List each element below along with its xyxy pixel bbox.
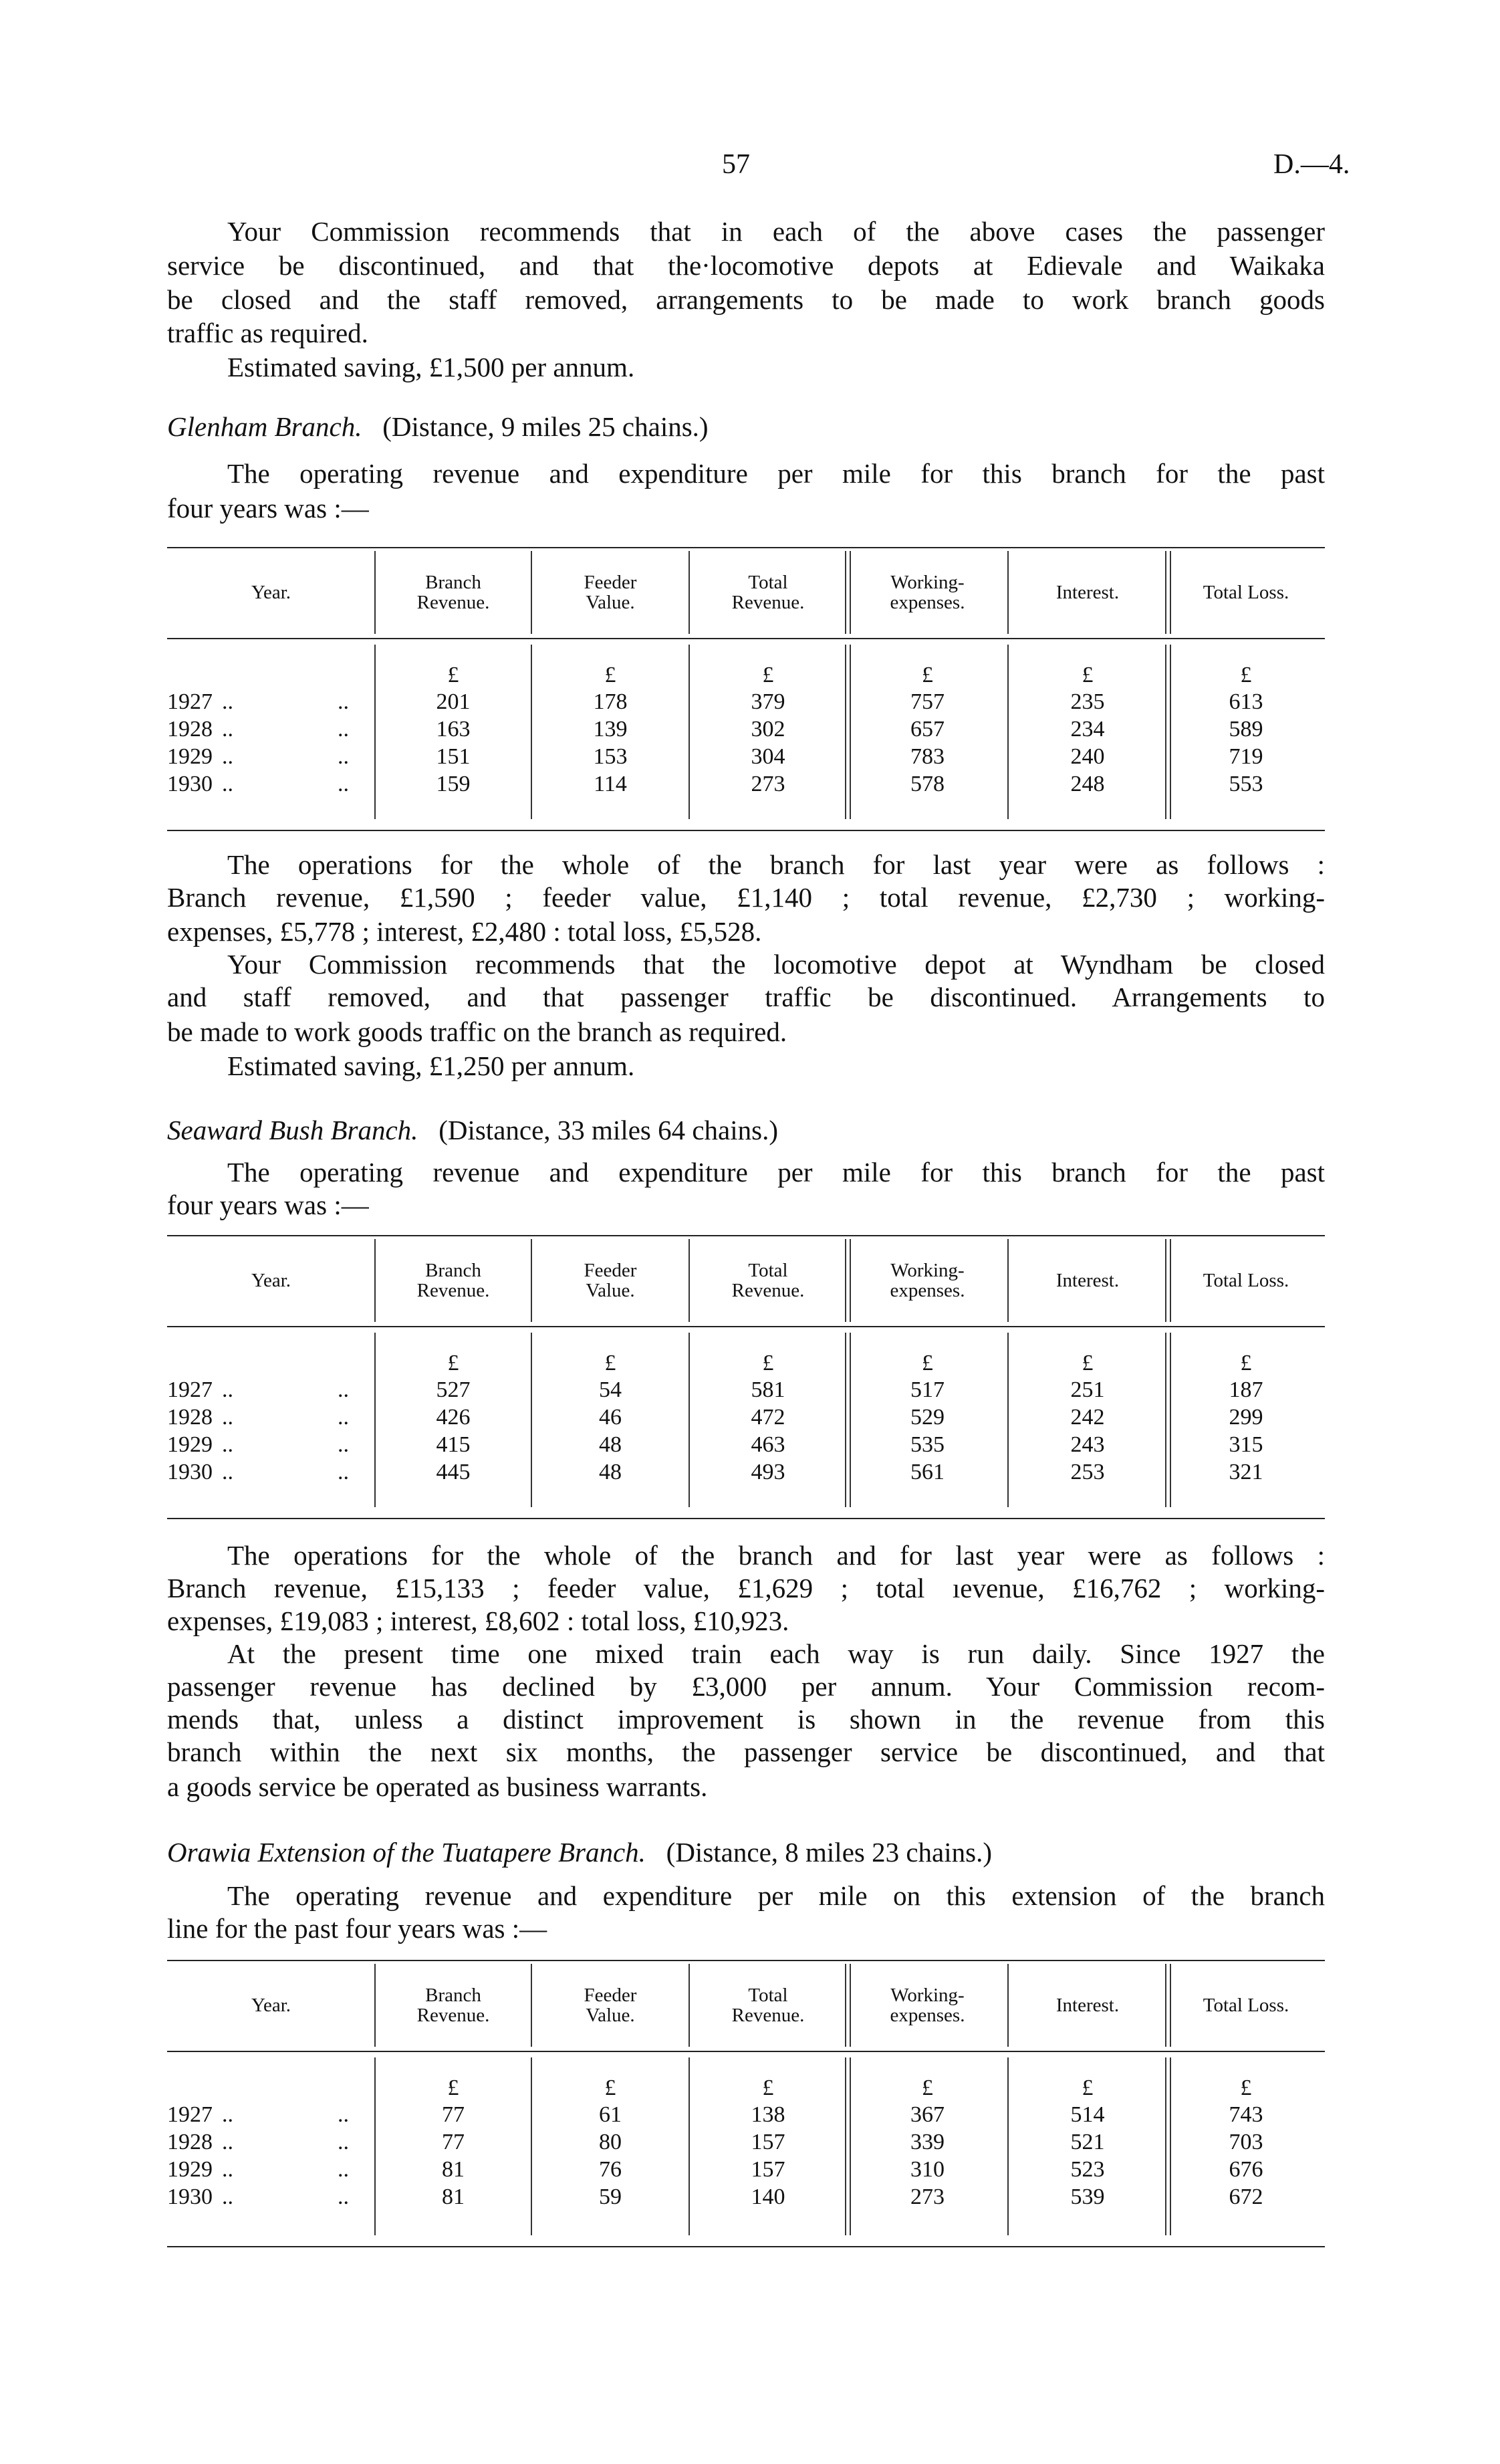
header-label-line: Working- bbox=[890, 1260, 965, 1281]
header-label-line: Working- bbox=[890, 572, 965, 593]
table-cell-working-expenses: 561 bbox=[910, 1460, 945, 1484]
intro-line: be closed and the staff removed, arrangements to be made to work branch goods bbox=[167, 284, 1325, 315]
column-header-interest: Interest. bbox=[1055, 582, 1120, 603]
section-intro-line: line for the past four years was :— bbox=[167, 1913, 547, 1944]
table-header-rule bbox=[167, 638, 1325, 639]
revenue-table-seaward-bush bbox=[167, 1235, 1325, 1519]
leader-dots: .. bbox=[338, 744, 349, 769]
table-row-year bbox=[167, 2129, 368, 2156]
table-row-year bbox=[167, 1404, 368, 1431]
header-label bbox=[417, 1985, 490, 2025]
leader-dots: .. bbox=[222, 772, 233, 796]
section-name: Seaward Bush Branch. bbox=[167, 1115, 418, 1145]
currency-symbol: £ bbox=[604, 663, 616, 687]
header-label-line: Feeder bbox=[584, 572, 637, 593]
page-number: 57 bbox=[722, 149, 750, 180]
leader-dots: .. bbox=[338, 717, 349, 742]
table-cell-working-expenses: 367 bbox=[910, 2102, 945, 2127]
table-cell-total-loss: 589 bbox=[1229, 717, 1263, 742]
table-cell-branch-revenue: 81 bbox=[442, 2157, 465, 2182]
leader-dots: .. bbox=[338, 1377, 349, 1402]
table-cell-total-loss: 187 bbox=[1229, 1377, 1263, 1402]
table-row-year bbox=[167, 689, 368, 715]
table-row-year bbox=[167, 2102, 368, 2128]
leader-dots: .. bbox=[338, 1405, 349, 1430]
table-cell-branch-revenue: 151 bbox=[436, 744, 471, 769]
table-row-year bbox=[167, 744, 368, 770]
currency-symbol: £ bbox=[762, 1351, 774, 1375]
column-header-working-expenses bbox=[847, 547, 1008, 638]
year-value: 1928 bbox=[167, 2130, 213, 2154]
table-cell-interest: 514 bbox=[1070, 2102, 1105, 2127]
header-label bbox=[584, 572, 637, 612]
header-label-line: Value. bbox=[586, 1280, 635, 1301]
table-header-rule bbox=[167, 2051, 1325, 2052]
leader-dots: .. bbox=[222, 689, 233, 714]
table-cell-working-expenses: 273 bbox=[910, 2185, 945, 2209]
table-cell-interest: 248 bbox=[1070, 772, 1105, 796]
table-cell-total-loss: 676 bbox=[1229, 2157, 1263, 2182]
table-cell-interest: 253 bbox=[1070, 1460, 1105, 1484]
table-cell-total-loss: 321 bbox=[1229, 1460, 1263, 1484]
column-header-year: Year. bbox=[251, 1995, 291, 2016]
header-label bbox=[584, 1260, 637, 1301]
currency-symbol: £ bbox=[1082, 663, 1094, 687]
table-cell-branch-revenue: 201 bbox=[436, 689, 471, 714]
section-name: Glenham Branch. bbox=[167, 411, 362, 442]
table-cell-total-revenue: 302 bbox=[751, 717, 785, 742]
table-cell-feeder-value: 61 bbox=[599, 2102, 622, 2127]
revenue-table-orawia bbox=[167, 1960, 1325, 2247]
section-intro-line: The operating revenue and expenditure per mile for this branch for the past bbox=[227, 1157, 1325, 1188]
column-header-feeder-value bbox=[531, 547, 689, 638]
table-row-year bbox=[167, 2184, 368, 2211]
currency-symbol: £ bbox=[762, 663, 774, 687]
column-header-total-revenue bbox=[689, 1235, 847, 1326]
table-cell-total-revenue: 463 bbox=[751, 1432, 785, 1457]
leader-dots: .. bbox=[222, 744, 233, 769]
header-label-line: Feeder bbox=[584, 1985, 637, 2006]
table-cell-total-revenue: 304 bbox=[751, 744, 785, 769]
column-header-working-expenses bbox=[847, 1235, 1008, 1326]
table-cell-interest: 243 bbox=[1070, 1432, 1105, 1457]
table-cell-total-revenue: 379 bbox=[751, 689, 785, 714]
leader-dots: .. bbox=[222, 2130, 233, 2154]
header-label-line: Revenue. bbox=[416, 1280, 490, 1301]
column-header-total-loss: Total Loss. bbox=[1203, 1270, 1289, 1291]
section-heading-orawia bbox=[167, 1835, 1325, 1869]
header-label bbox=[417, 1260, 490, 1301]
column-header-year: Year. bbox=[251, 582, 291, 603]
table-cell-total-revenue: 472 bbox=[751, 1405, 785, 1430]
document-reference: D.—4. bbox=[1273, 149, 1350, 180]
currency-symbol: £ bbox=[922, 2076, 933, 2100]
section-intro-line: The operating revenue and expenditure per mile for this branch for the past bbox=[227, 458, 1325, 489]
currency-symbol: £ bbox=[604, 2076, 616, 2100]
section-intro-line: four years was :— bbox=[167, 1190, 369, 1220]
table-cell-total-revenue: 138 bbox=[751, 2102, 785, 2127]
header-label bbox=[732, 1985, 805, 2025]
table-cell-total-loss: 703 bbox=[1229, 2130, 1263, 2154]
column-header-feeder-value bbox=[531, 1960, 689, 2051]
leader-dots: .. bbox=[338, 772, 349, 796]
table-cell-feeder-value: 80 bbox=[599, 2130, 622, 2154]
section-distance: (Distance, 8 miles 23 chains.) bbox=[666, 1837, 992, 1868]
intro-line: traffic as required. bbox=[167, 318, 368, 348]
table-cell-total-loss: 553 bbox=[1229, 772, 1263, 796]
leader-dots: .. bbox=[338, 689, 349, 714]
column-header-interest: Interest. bbox=[1055, 1270, 1120, 1291]
table-cell-working-expenses: 578 bbox=[910, 772, 945, 796]
table-row-year bbox=[167, 716, 368, 743]
column-header-total-loss: Total Loss. bbox=[1203, 582, 1289, 603]
currency-symbol: £ bbox=[1240, 663, 1252, 687]
currency-symbol: £ bbox=[447, 1351, 459, 1375]
table-cell-interest: 240 bbox=[1070, 744, 1105, 769]
section-heading-seaward-bush bbox=[167, 1113, 1325, 1147]
table-cell-working-expenses: 783 bbox=[910, 744, 945, 769]
section-text-line: mends that, unless a distinct improvement is shown in the revenue from this bbox=[167, 1704, 1325, 1734]
table-cell-total-revenue: 273 bbox=[751, 772, 785, 796]
currency-symbol: £ bbox=[1082, 1351, 1094, 1375]
year-value: 1927 bbox=[167, 689, 213, 714]
header-label-line: Working- bbox=[890, 1985, 965, 2006]
year-value: 1927 bbox=[167, 2102, 213, 2127]
currency-symbol: £ bbox=[1240, 2076, 1252, 2100]
table-cell-total-revenue: 157 bbox=[751, 2130, 785, 2154]
leader-dots: .. bbox=[222, 2102, 233, 2127]
header-label bbox=[890, 1985, 965, 2025]
section-text-line: The operations for the whole of the branch for last year were as follows : bbox=[227, 849, 1325, 880]
header-label-line: expenses. bbox=[890, 592, 965, 613]
table-cell-interest: 523 bbox=[1070, 2157, 1105, 2182]
section-text-line: and staff removed, and that passenger traffic be discontinued. Arrangements to bbox=[167, 982, 1325, 1012]
table-cell-interest: 251 bbox=[1070, 1377, 1105, 1402]
table-cell-branch-revenue: 77 bbox=[442, 2130, 465, 2154]
table-cell-branch-revenue: 527 bbox=[436, 1377, 471, 1402]
header-label-line: Value. bbox=[586, 592, 635, 613]
year-value: 1930 bbox=[167, 1460, 213, 1484]
header-label-line: Branch bbox=[425, 1985, 481, 2006]
section-text-line: be made to work goods traffic on the branch as required. bbox=[167, 1016, 787, 1047]
table-cell-feeder-value: 178 bbox=[593, 689, 628, 714]
table-cell-branch-revenue: 81 bbox=[442, 2185, 465, 2209]
column-header-year: Year. bbox=[251, 1270, 291, 1291]
section-text-line: Estimated saving, £1,250 per annum. bbox=[227, 1050, 635, 1081]
year-value: 1928 bbox=[167, 717, 213, 742]
header-label-line: Total bbox=[748, 572, 788, 593]
leader-dots: .. bbox=[338, 2130, 349, 2154]
table-cell-branch-revenue: 426 bbox=[436, 1405, 471, 1430]
year-value: 1930 bbox=[167, 2185, 213, 2209]
header-label-line: Feeder bbox=[584, 1260, 637, 1281]
table-cell-interest: 242 bbox=[1070, 1405, 1105, 1430]
leader-dots: .. bbox=[222, 1432, 233, 1457]
currency-symbol: £ bbox=[1082, 2076, 1094, 2100]
section-text-line: expenses, £19,083 ; interest, £8,602 : total loss, £10,923. bbox=[167, 1605, 789, 1636]
table-cell-total-loss: 315 bbox=[1229, 1432, 1263, 1457]
table-cell-feeder-value: 48 bbox=[599, 1460, 622, 1484]
table-cell-total-loss: 719 bbox=[1229, 744, 1263, 769]
section-text-line: passenger revenue has declined by £3,000 per annum. Your Commission recom- bbox=[167, 1671, 1325, 1702]
intro-saving: Estimated saving, £1,500 per annum. bbox=[227, 352, 635, 382]
table-row-year bbox=[167, 1432, 368, 1458]
table-cell-interest: 521 bbox=[1070, 2130, 1105, 2154]
table-row-year bbox=[167, 1459, 368, 1486]
leader-dots: .. bbox=[222, 717, 233, 742]
table-cell-total-revenue: 140 bbox=[751, 2185, 785, 2209]
leader-dots: .. bbox=[222, 2185, 233, 2209]
intro-line: Your Commission recommends that in each of the above cases the passenger bbox=[227, 216, 1325, 247]
year-value: 1929 bbox=[167, 744, 213, 769]
table-cell-total-loss: 299 bbox=[1229, 1405, 1263, 1430]
header-label-line: Revenue. bbox=[731, 592, 805, 613]
column-header-branch-revenue bbox=[375, 1235, 531, 1326]
header-label-line: Value. bbox=[586, 2005, 635, 2026]
table-cell-working-expenses: 529 bbox=[910, 1405, 945, 1430]
revenue-table-glenham bbox=[167, 547, 1325, 831]
section-text-line: Your Commission recommends that the locomotive depot at Wyndham be closed bbox=[227, 949, 1325, 980]
header-label-line: expenses. bbox=[890, 1280, 965, 1301]
leader-dots: .. bbox=[222, 1460, 233, 1484]
header-label-line: Total bbox=[748, 1985, 788, 2006]
section-text-line: At the present time one mixed train each way is run daily. Since 1927 the bbox=[227, 1638, 1325, 1669]
header-label-line: Revenue. bbox=[731, 2005, 805, 2026]
header-label bbox=[584, 1985, 637, 2025]
table-row-year bbox=[167, 771, 368, 798]
currency-symbol: £ bbox=[1240, 1351, 1252, 1375]
header-label-line: Branch bbox=[425, 572, 481, 593]
table-bottom-rule bbox=[167, 2246, 1325, 2247]
leader-dots: .. bbox=[222, 1405, 233, 1430]
year-value: 1927 bbox=[167, 1377, 213, 1402]
leader-dots: .. bbox=[338, 1460, 349, 1484]
column-header-feeder-value bbox=[531, 1235, 689, 1326]
table-cell-branch-revenue: 77 bbox=[442, 2102, 465, 2127]
header-label bbox=[732, 1260, 805, 1301]
table-cell-branch-revenue: 445 bbox=[436, 1460, 471, 1484]
leader-dots: .. bbox=[338, 1432, 349, 1457]
header-label-line: Branch bbox=[425, 1260, 481, 1281]
section-text-line: Branch revenue, £15,133 ; feeder value, £1,629 ; total ıevenue, £16,762 ; working- bbox=[167, 1573, 1325, 1603]
table-bottom-rule bbox=[167, 1518, 1325, 1519]
currency-symbol: £ bbox=[922, 663, 933, 687]
leader-dots: .. bbox=[222, 2157, 233, 2182]
header-label-line: Total bbox=[748, 1260, 788, 1281]
header-label-line: expenses. bbox=[890, 2005, 965, 2026]
section-distance: (Distance, 9 miles 25 chains.) bbox=[382, 411, 709, 442]
table-cell-working-expenses: 535 bbox=[910, 1432, 945, 1457]
leader-dots: .. bbox=[338, 2102, 349, 2127]
table-cell-total-revenue: 581 bbox=[751, 1377, 785, 1402]
table-cell-working-expenses: 517 bbox=[910, 1377, 945, 1402]
section-name: Orawia Extension of the Tuatapere Branch. bbox=[167, 1837, 646, 1868]
header-label-line: Revenue. bbox=[416, 2005, 490, 2026]
section-text-line: Branch revenue, £1,590 ; feeder value, £1,140 ; total revenue, £2,730 ; working- bbox=[167, 882, 1325, 913]
leader-dots: .. bbox=[338, 2185, 349, 2209]
table-cell-total-revenue: 157 bbox=[751, 2157, 785, 2182]
section-text-line: branch within the next six months, the passenger service be discontinued, and that bbox=[167, 1737, 1325, 1767]
table-cell-working-expenses: 310 bbox=[910, 2157, 945, 2182]
leader-dots: .. bbox=[222, 1377, 233, 1402]
section-text-line: a goods service be operated as business warrants. bbox=[167, 1771, 708, 1802]
table-cell-total-loss: 672 bbox=[1229, 2185, 1263, 2209]
column-header-working-expenses bbox=[847, 1960, 1008, 2051]
section-heading-glenham bbox=[167, 410, 1325, 443]
table-cell-feeder-value: 153 bbox=[593, 744, 628, 769]
column-header-branch-revenue bbox=[375, 1960, 531, 2051]
intro-line: service be discontinued, and that the·locomotive depots at Edievale and Waikaka bbox=[167, 250, 1325, 281]
table-cell-working-expenses: 757 bbox=[910, 689, 945, 714]
table-cell-branch-revenue: 415 bbox=[436, 1432, 471, 1457]
header-label bbox=[890, 572, 965, 612]
column-header-total-revenue bbox=[689, 547, 847, 638]
header-label bbox=[417, 572, 490, 612]
table-cell-working-expenses: 657 bbox=[910, 717, 945, 742]
table-cell-feeder-value: 46 bbox=[599, 1405, 622, 1430]
table-cell-interest: 539 bbox=[1070, 2185, 1105, 2209]
currency-symbol: £ bbox=[447, 663, 459, 687]
table-cell-feeder-value: 114 bbox=[594, 772, 627, 796]
table-cell-feeder-value: 54 bbox=[599, 1377, 622, 1402]
year-value: 1929 bbox=[167, 2157, 213, 2182]
column-header-branch-revenue bbox=[375, 547, 531, 638]
table-cell-feeder-value: 139 bbox=[593, 717, 628, 742]
header-label-line: Revenue. bbox=[416, 592, 490, 613]
currency-symbol: £ bbox=[604, 1351, 616, 1375]
section-text-line: The operations for the whole of the branch and for last year were as follows : bbox=[227, 1540, 1325, 1571]
section-intro-line: four years was :— bbox=[167, 493, 369, 524]
column-header-total-loss: Total Loss. bbox=[1203, 1995, 1289, 2016]
table-cell-feeder-value: 48 bbox=[599, 1432, 622, 1457]
table-cell-branch-revenue: 163 bbox=[436, 717, 471, 742]
currency-symbol: £ bbox=[922, 1351, 933, 1375]
year-value: 1928 bbox=[167, 1405, 213, 1430]
header-label-line: Revenue. bbox=[731, 1280, 805, 1301]
year-value: 1930 bbox=[167, 772, 213, 796]
leader-dots: .. bbox=[338, 2157, 349, 2182]
table-cell-interest: 235 bbox=[1070, 689, 1105, 714]
section-distance: (Distance, 33 miles 64 chains.) bbox=[439, 1115, 779, 1145]
table-cell-feeder-value: 76 bbox=[599, 2157, 622, 2182]
table-bottom-rule bbox=[167, 830, 1325, 831]
table-cell-feeder-value: 59 bbox=[599, 2185, 622, 2209]
section-text-line: expenses, £5,778 ; interest, £2,480 : total loss, £5,528. bbox=[167, 916, 762, 947]
header-label bbox=[890, 1260, 965, 1301]
header-label bbox=[732, 572, 805, 612]
year-value: 1929 bbox=[167, 1432, 213, 1457]
table-cell-total-revenue: 493 bbox=[751, 1460, 785, 1484]
table-cell-branch-revenue: 159 bbox=[436, 772, 471, 796]
currency-symbol: £ bbox=[447, 2076, 459, 2100]
table-row-year bbox=[167, 1377, 368, 1404]
column-header-interest: Interest. bbox=[1055, 1995, 1120, 2016]
currency-symbol: £ bbox=[762, 2076, 774, 2100]
column-header-total-revenue bbox=[689, 1960, 847, 2051]
table-cell-total-loss: 613 bbox=[1229, 689, 1263, 714]
table-header-rule bbox=[167, 1326, 1325, 1327]
table-row-year bbox=[167, 2156, 368, 2183]
table-cell-total-loss: 743 bbox=[1229, 2102, 1263, 2127]
section-intro-line: The operating revenue and expenditure per mile on this extension of the branch bbox=[227, 1880, 1325, 1911]
table-cell-working-expenses: 339 bbox=[910, 2130, 945, 2154]
table-cell-interest: 234 bbox=[1070, 717, 1105, 742]
